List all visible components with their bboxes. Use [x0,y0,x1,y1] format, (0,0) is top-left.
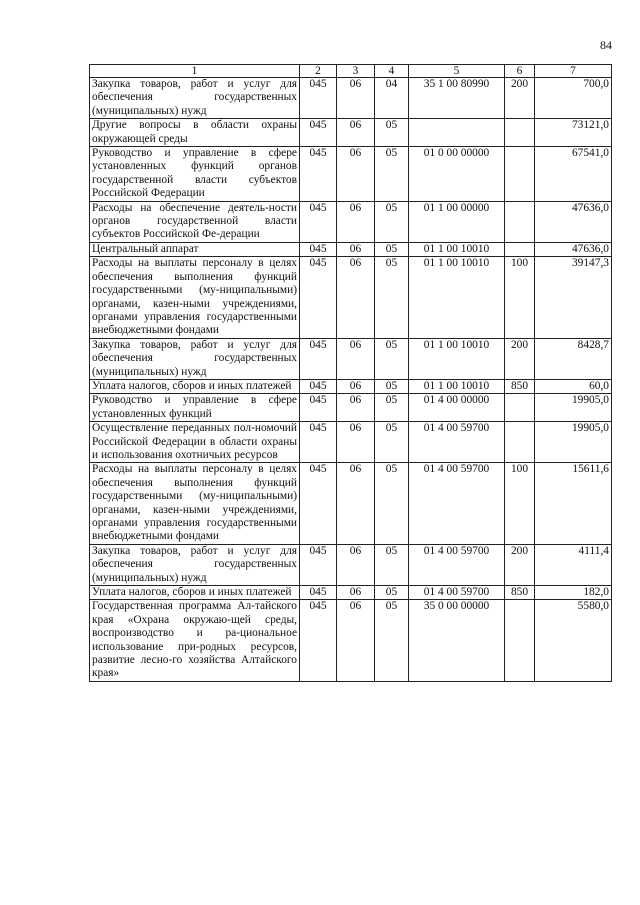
target-article-code: 35 1 00 80990 [409,78,505,119]
section-code: 06 [337,257,375,338]
admin-code: 045 [300,242,337,256]
row-description: Расходы на выплаты персоналу в целях обеспечения выполнения функций государственными (му-ниципальными) органами, казен-ными учреждениями, органами управления государственными внебюджетными фондами [90,463,300,544]
amount-value: 5580,0 [535,600,612,681]
row-description: Закупка товаров, работ и услуг для обеспечения государственных (муниципальных) нужд [90,544,300,585]
section-code: 06 [337,422,375,463]
subsection-code: 05 [375,586,409,600]
row-description: Расходы на обеспечение деятель-ности органов государственной власти субъектов Российской Фе-дерации [90,201,300,242]
subsection-code: 05 [375,379,409,393]
row-description: Уплата налогов, сборов и иных платежей [90,379,300,393]
table-row [90,600,612,681]
target-article-code: 01 1 00 10010 [409,338,505,379]
subsection-code: 05 [375,394,409,422]
expense-type-code [505,394,535,422]
subsection-code: 05 [375,463,409,544]
expense-type-code: 100 [505,463,535,544]
table-row [90,338,612,379]
expense-type-code [505,242,535,256]
admin-code: 045 [300,78,337,119]
amount-value: 4111,4 [535,544,612,585]
expense-type-code: 850 [505,379,535,393]
amount-value: 67541,0 [535,147,612,202]
amount-value: 47636,0 [535,201,612,242]
table-row [90,394,612,422]
subsection-code: 05 [375,338,409,379]
row-description: Государственная программа Ал-тайского края «Охрана окружаю-щей среды, воспроизводство и ра-циональное использование при-родных ресурсов, развитие лесно-го хозяйства Алтайского края» [90,600,300,681]
column-header: 4 [375,65,409,78]
admin-code: 045 [300,379,337,393]
admin-code: 045 [300,201,337,242]
subsection-code: 05 [375,422,409,463]
section-code: 06 [337,379,375,393]
admin-code: 045 [300,544,337,585]
subsection-code: 05 [375,119,409,147]
amount-value: 73121,0 [535,119,612,147]
expense-type-code: 200 [505,78,535,119]
section-code: 06 [337,586,375,600]
section-code: 06 [337,338,375,379]
target-article-code: 01 4 00 59700 [409,586,505,600]
row-description: Закупка товаров, работ и услуг для обеспечения государственных (муниципальных) нужд [90,338,300,379]
expense-type-code: 850 [505,586,535,600]
amount-value: 19905,0 [535,422,612,463]
row-description: Осуществление переданных пол-номочий Российской Федерации в области охраны и использования охотничьих ресурсов [90,422,300,463]
expense-type-code: 200 [505,544,535,585]
section-code: 06 [337,544,375,585]
target-article-code: 01 4 00 59700 [409,463,505,544]
target-article-code: 35 0 00 00000 [409,600,505,681]
amount-value: 19905,0 [535,394,612,422]
subsection-code: 05 [375,257,409,338]
section-code: 06 [337,78,375,119]
admin-code: 045 [300,600,337,681]
table-row [90,544,612,585]
table-header-row [90,65,612,78]
table-row [90,119,612,147]
table-row [90,147,612,202]
column-header: 3 [337,65,375,78]
subsection-code: 05 [375,242,409,256]
admin-code: 045 [300,422,337,463]
target-article-code: 01 4 00 59700 [409,422,505,463]
amount-value: 700,0 [535,78,612,119]
row-description: Расходы на выплаты персоналу в целях обеспечения выполнения функций государственными (му-ниципальными) органами, казен-ными учреждениями, органами управления государственными внебюджетными фондами [90,257,300,338]
expense-type-code: 200 [505,338,535,379]
section-code: 06 [337,147,375,202]
row-description: Уплата налогов, сборов и иных платежей [90,586,300,600]
section-code: 06 [337,119,375,147]
subsection-code: 05 [375,600,409,681]
budget-table [89,64,612,682]
admin-code: 045 [300,394,337,422]
amount-value: 60,0 [535,379,612,393]
amount-value: 15611,6 [535,463,612,544]
amount-value: 8428,7 [535,338,612,379]
amount-value: 182,0 [535,586,612,600]
section-code: 06 [337,394,375,422]
admin-code: 045 [300,463,337,544]
section-code: 06 [337,201,375,242]
section-code: 06 [337,463,375,544]
admin-code: 045 [300,338,337,379]
column-header: 2 [300,65,337,78]
row-description: Другие вопросы в области охраны окружающей среды [90,119,300,147]
admin-code: 045 [300,586,337,600]
row-description: Закупка товаров, работ и услуг для обеспечения государственных (муниципальных) нужд [90,78,300,119]
admin-code: 045 [300,147,337,202]
row-description: Руководство и управление в сфере установленных функций [90,394,300,422]
column-header: 6 [505,65,535,78]
table-row [90,78,612,119]
section-code: 06 [337,600,375,681]
subsection-code: 05 [375,544,409,585]
expense-type-code: 100 [505,257,535,338]
row-description: Руководство и управление в сфере установленных функций органов государственной власти субъектов Российской Федерации [90,147,300,202]
table-row [90,463,612,544]
section-code: 06 [337,242,375,256]
subsection-code: 04 [375,78,409,119]
target-article-code: 01 1 00 10010 [409,379,505,393]
subsection-code: 05 [375,147,409,202]
expense-type-code [505,422,535,463]
admin-code: 045 [300,119,337,147]
target-article-code: 01 4 00 00000 [409,394,505,422]
target-article-code: 01 1 00 10010 [409,257,505,338]
page-number: 84 [600,38,612,52]
table-row [90,201,612,242]
table-row [90,422,612,463]
column-header: 1 [90,65,300,78]
table-row [90,379,612,393]
expense-type-code [505,201,535,242]
target-article-code: 01 0 00 00000 [409,147,505,202]
amount-value: 47636,0 [535,242,612,256]
subsection-code: 05 [375,201,409,242]
column-header: 5 [409,65,505,78]
admin-code: 045 [300,257,337,338]
column-header: 7 [535,65,612,78]
amount-value: 39147,3 [535,257,612,338]
expense-type-code [505,147,535,202]
expense-type-code [505,600,535,681]
target-article-code: 01 1 00 00000 [409,201,505,242]
target-article-code: 01 4 00 59700 [409,544,505,585]
target-article-code [409,119,505,147]
row-description: Центральный аппарат [90,242,300,256]
table-row [90,586,612,600]
table-row [90,242,612,256]
expense-type-code [505,119,535,147]
table-row [90,257,612,338]
target-article-code: 01 1 00 10010 [409,242,505,256]
